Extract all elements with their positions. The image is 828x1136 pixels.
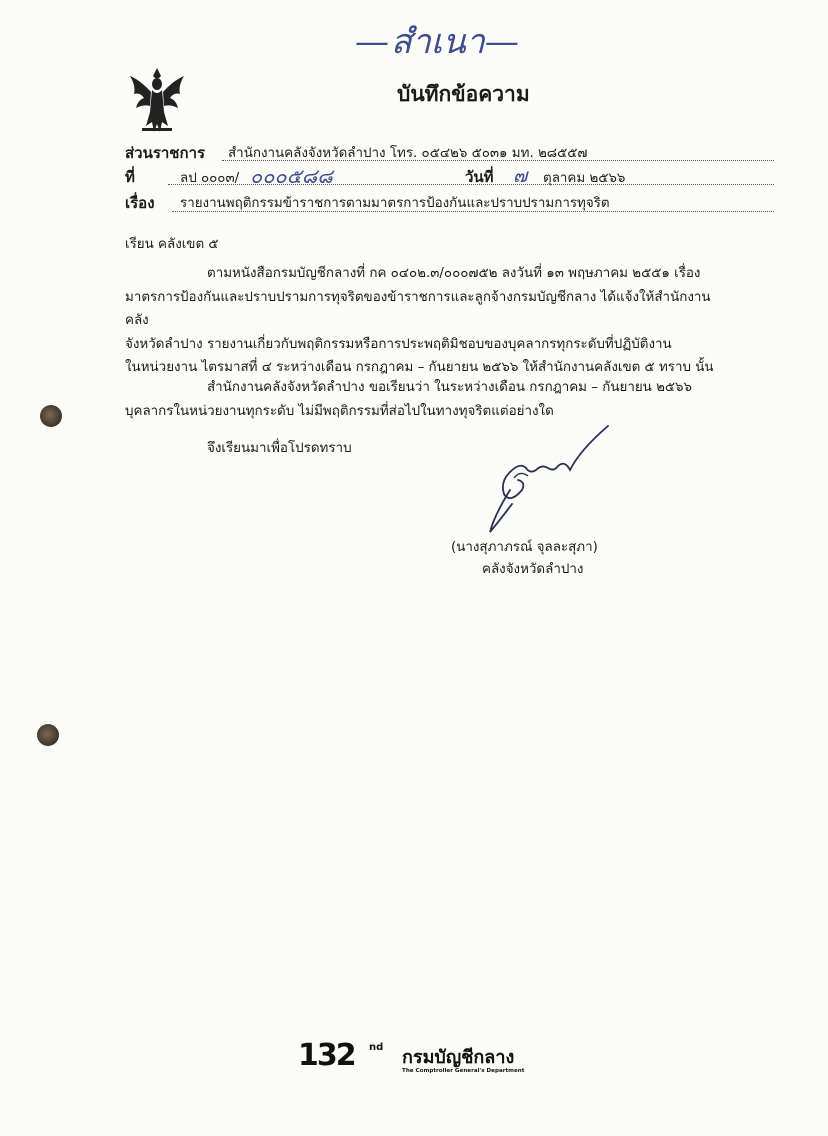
punch-hole-bottom [37, 724, 59, 746]
punch-hole-top [40, 405, 62, 427]
subject-dotted-line [172, 211, 774, 212]
paragraph-1 [125, 262, 725, 380]
footer-logo [298, 1040, 568, 1080]
date-month-year: ตุลาคม ๒๕๖๖ [543, 171, 626, 186]
paragraph-2-line: บุคลากรในหน่วยงานทุกระดับ ไม่มีพฤติกรรมที่ส่อไปในทางทุจริตแต่อย่างใด [125, 403, 554, 419]
closing-line: จึงเรียนมาเพื่อโปรดทราบ [207, 441, 352, 456]
agency-label: ส่วนราชการ [125, 144, 206, 162]
date-label: วันที่ [465, 168, 494, 186]
signatory-position: คลังจังหวัดลำปาง [482, 562, 584, 577]
salutation: เรียน คลังเขต ๕ [125, 237, 219, 252]
org-name-english: The Comptroller General's Department [402, 1068, 525, 1074]
paragraph-1-line: ตามหนังสือกรมบัญชีกลางที่ กค ๐๔๐๒.๓/๐๐๐๗๕๒ ลงวันที่ ๑๓ พฤษภาคม ๒๕๕๑ เรื่อง [207, 266, 701, 281]
reference-prefix: ลป ๐๐๐๓/ [180, 171, 240, 186]
paragraph-2-line: สำนักงานคลังจังหวัดลำปาง ขอเรียนว่า ในระหว่างเดือน กรกฎาคม – กันยายน ๒๕๖๖ [207, 380, 693, 395]
reference-dotted-line [168, 184, 774, 185]
anniversary-number: 132 [298, 1038, 355, 1073]
org-name-thai: กรมบัญชีกลาง [402, 1047, 515, 1068]
agency-value: สำนักงานคลังจังหวัดลำปาง โทร. ๐๕๔๒๖ ๕๐๓๑ มท. ๒๘๕๕๗ [228, 146, 588, 161]
memo-title: บันทึกข้อความ [397, 82, 530, 106]
handwritten-signature [470, 420, 620, 540]
subject-value: รายงานพฤติกรรมข้าราชการตามมาตรการป้องกันและปราบปรามการทุจริต [180, 196, 610, 211]
signatory-name: (นางสุภาภรณ์ จุลละสุภา) [451, 540, 598, 555]
paragraph-1-line: จังหวัดลำปาง รายงานเกี่ยวกับพฤติกรรมหรือการประพฤติมิชอบของบุคลากรทุกระดับที่ปฏิบัติงาน [125, 336, 672, 352]
garuda-emblem-icon [126, 66, 188, 136]
date-day-handwritten: ๗ [513, 165, 528, 187]
paragraph-2 [125, 376, 725, 423]
subject-label: เรื่อง [125, 194, 155, 212]
anniversary-suffix: nd [369, 1042, 384, 1053]
paragraph-1-line: ในหน่วยงาน ไตรมาสที่ ๔ ระหว่างเดือน กรกฎาคม – กันยายน ๒๕๖๖ ให้สำนักงานคลังเขต ๕ ทราบ นั้น [125, 360, 714, 375]
paragraph-1-line: มาตรการป้องกันและปราบปรามการทุจริตของข้าราชการและลูกจ้างกรมบัญชีกลาง ได้แจ้งให้สำนักงานคลัง [125, 289, 711, 328]
reference-label: ที่ [125, 168, 135, 186]
reference-number-handwritten: ๐๐๐๕๘๘ [250, 164, 333, 188]
handwritten-copy-mark: —สำเนา— [355, 22, 519, 62]
